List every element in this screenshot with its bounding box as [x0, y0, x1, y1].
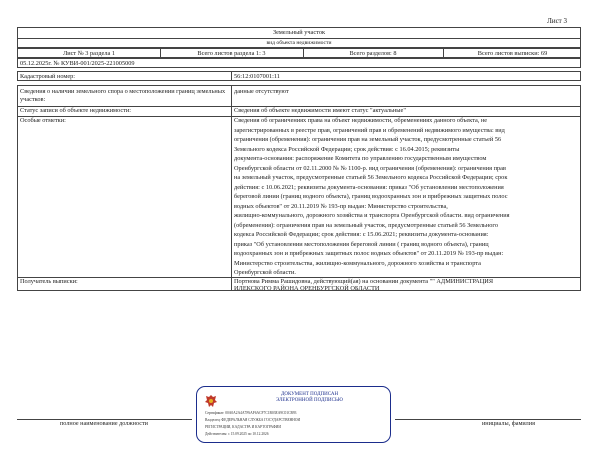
sheet-info-row — [17, 48, 581, 58]
section-sheets-count: Всего листов раздела 1: 3 — [197, 50, 266, 57]
record-status-value: Сведения об объекте недвижимости имеют статус "актуальные" — [234, 107, 406, 114]
stamp-title — [237, 392, 382, 404]
sections-count: Всего разделов: 8 — [349, 50, 397, 57]
special-notes-label: Особые отметки: — [20, 117, 66, 124]
name-caption: инициалы, фамилия — [482, 420, 535, 427]
object-type-subtitle: вид объекта недвижимости — [266, 40, 332, 46]
stamp-validity: Действителен: с 15.09.2025 по 10.12.2026 — [205, 432, 269, 436]
special-notes-line: (обременения): ограничения прав на земельный участок, предусмотренные статьей 56 Земельного — [234, 221, 498, 229]
cadastral-row — [17, 71, 581, 81]
special-notes-line: жилищно-коммунального, дорожного хозяйства и транспорта Оренбургской области. вид ограничения — [234, 212, 510, 219]
special-notes-line: на земельный участок, предусмотренные статьей 56 Земельного кодекса Российской Федерации; срок — [234, 174, 508, 181]
special-notes-line: кодекса Российской Федерации; срок действия: с 15.06.2021; реквизиты документа-основания: — [234, 231, 489, 238]
header-box — [17, 27, 581, 48]
special-notes-line: Министерство строительства, жилищно-коммунального, дорожного хозяйства и транспорта — [234, 259, 481, 267]
details-table — [17, 85, 581, 291]
electronic-signature-stamp — [196, 386, 391, 443]
land-dispute-label: Сведения о наличии земельного спора о местоположении границ земельных участков: — [20, 88, 226, 103]
position-caption: полное наименование должности — [60, 420, 148, 427]
record-status-label: Статус записи об объекте недвижимости: — [20, 107, 132, 114]
special-notes-line: водоохранных зон и прибрежных защитных полос водных объектов" от 20.11.2019 № 193-пр выдан: — [234, 250, 504, 257]
date-number-row — [17, 58, 581, 68]
special-notes-line: Оренбургской области. — [234, 268, 296, 276]
stamp-title-line: ДОКУМЕНТ ПОДПИСАН — [280, 392, 339, 397]
special-notes-line: Сведения об ограничениях права на объект недвижимости, обременениях данного объекта, не — [234, 117, 488, 124]
coat-of-arms-icon — [204, 394, 218, 409]
special-notes-line: приказ "Об установлении местоположения береговой линии ( границ водного объекта), границ — [234, 240, 489, 248]
special-notes-line: документа-основания: распоряжение Комитета по управлению государственным имуществом — [234, 155, 487, 162]
special-notes-line: Оренбургской области от 02.11.2000 № № 1100-р. вид ограничения (обременения): ограничения прав — [234, 164, 506, 172]
stamp-certificate: Сертификат: 00A0A2A4A7F6AF6ACF7C1B03EA9C01CB93 — [205, 411, 297, 415]
special-notes-line: береговой линии (границ водного объекта), границ водоохранных зон и прибрежных защитных полос — [234, 193, 508, 200]
special-notes-line: водных объектов" от 20.11.2019 № 193-пр выдан: Министерство строительства, — [234, 202, 448, 210]
recipient-line: ИЛЕКСКОГО РАЙОНА ОРЕНБУРГСКОЙ ОБЛАСТИ — [234, 285, 380, 292]
cadastral-label: Кадастровый номер: — [20, 73, 76, 80]
special-notes-line: действия: с 10.06.2021; реквизиты документа-основания: приказ "Об установлении местоположения — [234, 183, 504, 191]
stamp-owner: Владелец: ФЕДЕРАЛЬНАЯ СЛУЖБА ГОСУДАРСТВЕННОЙ — [205, 418, 301, 422]
sheet-number: Лист № 3 раздела 1 — [62, 50, 116, 57]
land-dispute-value: данные отсутствуют — [234, 88, 289, 95]
recipient-line: Портнова Римма Рашидовна, действующий(ая) на основании документа "" АДМИНИСТРАЦИЯ — [234, 278, 494, 285]
special-notes-line: зарегистрированных в реестре прав, ограничений прав и обременений недвижимого имущества: вид — [234, 126, 505, 134]
special-notes-line: Земельного кодекса Российской Федерации; срок действия: с 16.04.2015; реквизиты — [234, 145, 460, 153]
recipient-label: Получатель выписки: — [20, 278, 78, 285]
extract-sheets-count: Всего листов выписки: 69 — [477, 50, 548, 57]
object-type-title: Земельный участок — [272, 29, 326, 36]
stamp-owner-cont: РЕГИСТРАЦИИ, КАДАСТРА И КАРТОГРАФИИ — [205, 425, 281, 429]
cadastral-number: 56:12:0107001:11 — [234, 73, 280, 80]
sheet-label: Лист 3 — [547, 17, 567, 25]
stamp-title-line: ЭЛЕКТРОННОЙ ПОДПИСЬЮ — [276, 398, 343, 403]
special-notes-line: ограничения (обременения): ограничения прав на земельный участок, предусмотренные статьей 56 — [234, 136, 502, 143]
extract-date-number: 05.12.2025г. № КУВИ-001/2025-221005009 — [20, 60, 135, 67]
